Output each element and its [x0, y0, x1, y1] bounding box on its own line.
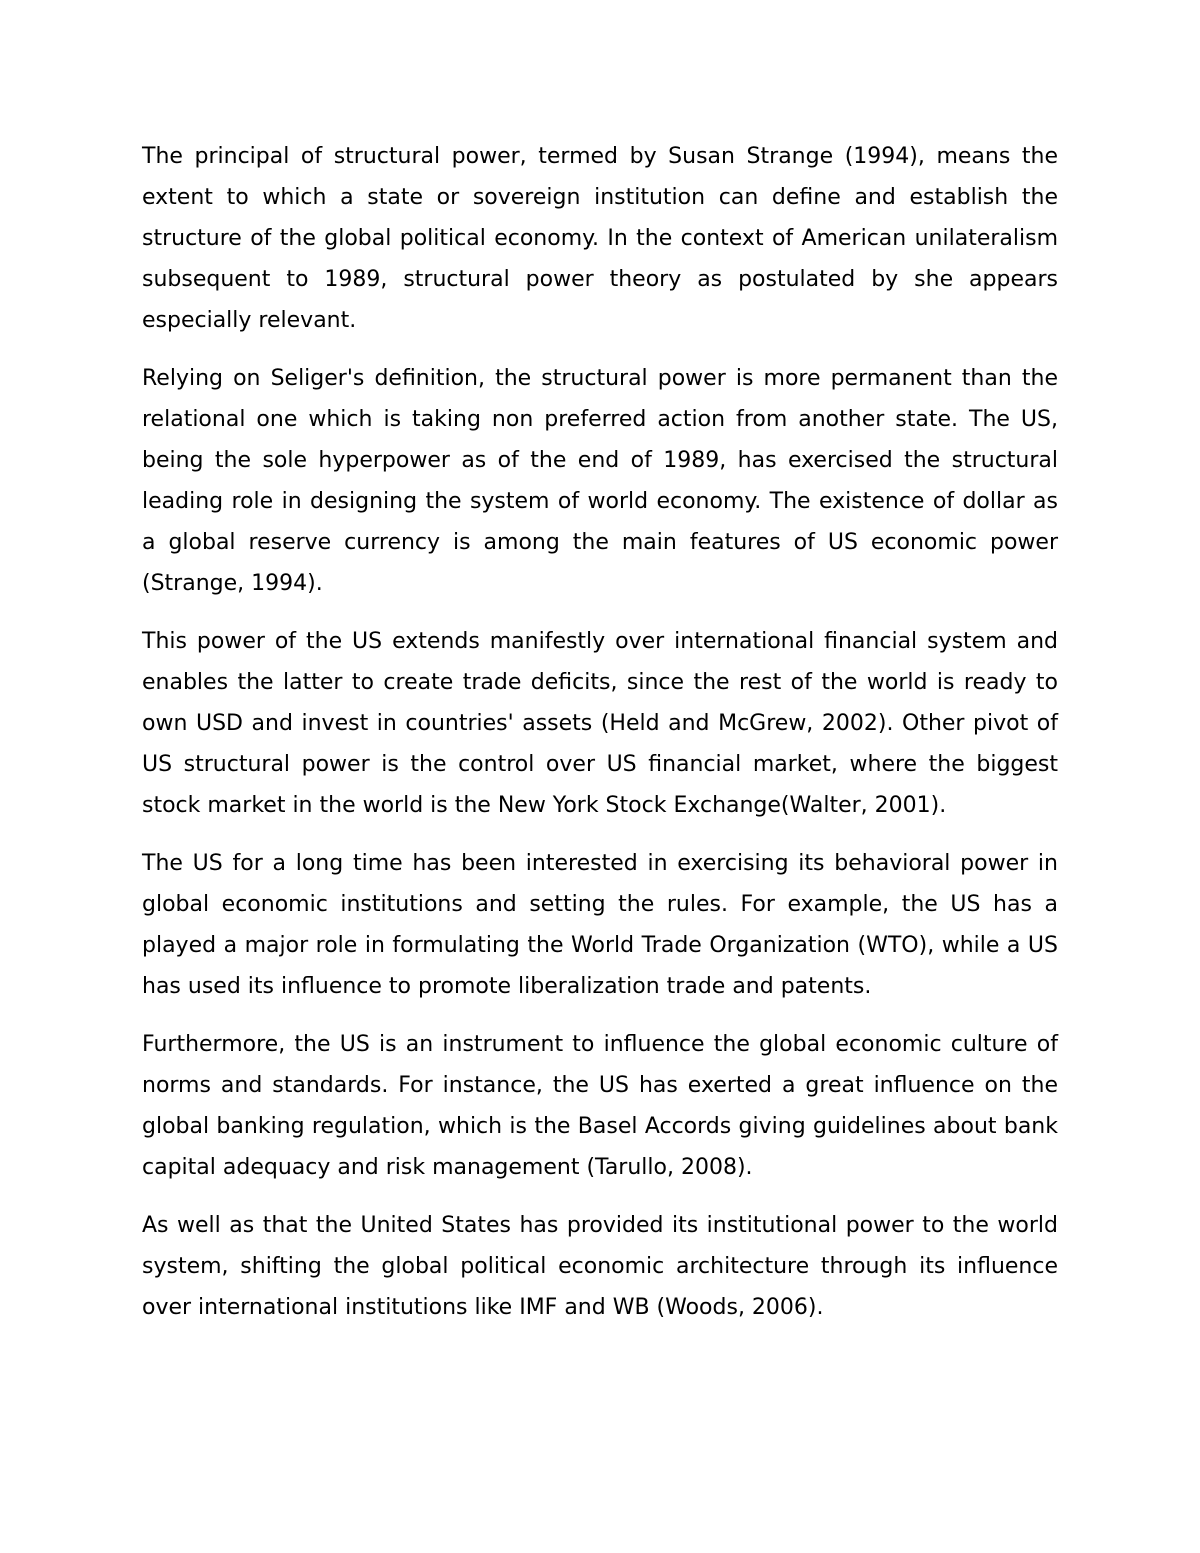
paragraph-behavioral-power: The US for a long time has been interested in exercising its behavioral power in global economic institutions and setting the rules. For example, the US has a played a major role in formulating the World Trade Organization (WTO), while a US has used its influence to promote liberalization trade and patents. [142, 851, 1058, 999]
paragraph-seliger-definition: Relying on Seliger's definition, the structural power is more permanent than the relational one which is taking non preferred action from another state. The US, being the sole hyperpower as of the end of 1989, has exercised the structural leading role in designing the system of world economy. The existence of dollar as a global reserve currency is among the main features of US economic power (Strange, 1994). [142, 366, 1058, 596]
document-body [142, 136, 1058, 1345]
paragraph-financial-system: This power of the US extends manifestly over international financial system and enables the latter to create trade deficits, since the rest of the world is ready to own USD and invest in countries' assets (Held and McGrew, 2002). Other pivot of US structural power is the control over US financial market, where the biggest stock market in the world is the New York Stock Exchange(Walter, 2001). [142, 629, 1058, 818]
paragraph-structural-power-definition: The principal of structural power, termed by Susan Strange (1994), means the extent to which a state or sovereign institution can define and establish the structure of the global political economy. In the context of American unilateralism subsequent to 1989, structural power theory as postulated by she appears especially relevant. [142, 144, 1058, 333]
paragraph-norms-standards: Furthermore, the US is an instrument to influence the global economic culture of norms and standards. For instance, the US has exerted a great influence on the global banking regulation, which is the Basel Accords giving guidelines about bank capital adequacy and risk management (Tarullo, 2008). [142, 1032, 1058, 1180]
paragraph-institutional-power: As well as that the United States has provided its institutional power to the world system, shifting the global political economic architecture through its influence over international institutions like IMF and WB (Woods, 2006). [142, 1213, 1058, 1320]
